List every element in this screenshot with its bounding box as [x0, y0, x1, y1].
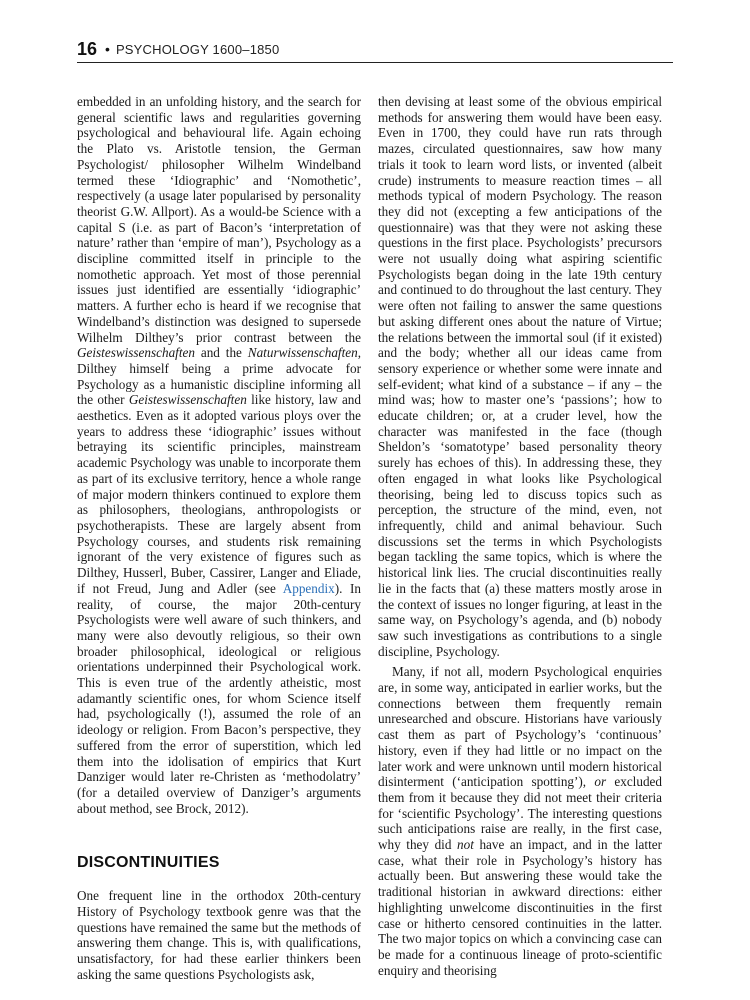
section-heading: DISCONTINUITIES	[77, 854, 220, 872]
paragraph: One frequent line in the orthodox 20th-century History of Psychology textbook genre was that the questions have remained the same but the methods of answering them change. This is, with qualifications, unsatisfactory, for had these earlier thinkers been asking the same questions Psychologists ask,	[77, 888, 361, 982]
header-bullet: •	[105, 41, 110, 57]
left-column	[77, 94, 361, 983]
running-title: PSYCHOLOGY 1600–1850	[115, 41, 280, 57]
running-header	[77, 36, 673, 63]
paragraph: Many, if not all, modern Psychological enquiries are, in some way, anticipated in earlier works, but the connections between them frequently remain unresearched and obscure. Historians have variously cast them as part of Psychology’s ‘continuous’ history, even if they had little or no impact on the later work and were unknown until modern historical disinterment (‘anticipation spotting’), or excluded them from it because they did not meet their criteria for ‘scientific Psychology’. The interesting questions such anticipations raise are really, in the first case, why they did not have an impact, and in the latter case, what their role in Psychology’s history has actually been. But answering these would take the traditional historian in awkward directions: either highlighting unwelcome discontinuities in the first case or hitherto censored continuities in the latter. The two major topics on which a convincing case can be made for a continuous lineage of proto-scientific enquiry and theorising	[378, 664, 662, 978]
paragraph: then devising at least some of the obvious empirical methods for answering them would have been easy. Even in 1700, they could have run rats through mazes, circulated questionnaires, saw how many trials it took to learn word lists, or invented (albeit crude) instruments to measure reaction times – all methods typical of modern Psychology. The reason they did not (excepting a few anticipations of the questionnaire) was that they were not asking these questions in the first place. Psychologists’ precursors were not usually doing what aspiring scientific Psychologists began doing in the late 19th century and continued to do throughout the last century. They were often not failing to answer the same questions but asking different ones about the nature of Virtue; the relations between the immortal soul (if it existed) and the body; whether all our ideas came from sensory experience or whether some were innate and self-evident; what kind of a substance – if any – the mind was; how to master one’s ‘passions’; how to educate children; or, at a cruder level, how the character was manifested in the face (though Sheldon’s ‘somatotype’ based personality theory surely has echoes of this). In addressing these, they often engaged in what looks like Psychological theorising, being led to discuss topics such as perception, the structure of the mind, even, not infrequently, child and animal behaviour. Such discussions set the terms in which Psychologists began tackling the same topics, which is where the historical link lies. The crucial discontinuities really lie in the facts that (a) these matters mostly arose in the context of issues no longer figuring, at least in the same way, on Psychology’s agenda, and (b) nobody saw such investigations as contributions to a single discipline, Psychology.	[378, 94, 662, 659]
page-number: 16	[77, 38, 98, 59]
paragraph: embedded in an unfolding history, and the search for general scientific laws and regularities governing psychological and behavioural life. Again echoing the Plato vs. Aristotle tension, the German Psychologist/ philosopher Wilhelm Windelband termed these ‘Idiographic’ and ‘Nomothetic’, respectively (a usage later popularised by personality theorist G.W. Allport). As a would-be Science with a capital S (i.e. as part of Bacon’s ‘interpretation of nature’ rather than ‘empire of man’), Psychology as a discipline committed itself in principle to the nomothetic approach. Yet most of those perennial issues just identified are essentially ‘idiographic’ matters. A further echo is heard if we recognise that Windelband’s distinction was designed to supersede Wilhelm Dilthey’s prior contrast between the Geisteswissenschaften and the Naturwissenschaften, Dilthey himself being a prime advocate for Psychology as a humanistic discipline informing all the other Geisteswissenschaften like history, law and aesthetics. Even as it adopted various ploys over the years to address these ‘idiographic’ issues without betraying its scientific principles, mainstream academic Psychology was unable to incorporate them as part of its exclusive territory, hence a whole range of major modern thinkers continued to explore them as philosophers, theologians, anthropologists or psychotherapists. These are largely absent from Psychology courses, and students risk remaining ignorant of the very existence of figures such as Dilthey, Husserl, Buber, Cassirer, Langer and Eliade, if not Freud, Jung and Adler (see Appendix). In reality, of course, the major 20th-century Psychologists were well aware of such thinkers, and many were also devoutly religious, so their own broader philosophical, ideological or religious orientations underpinned their Psychological work. This is even true of the ardently atheistic, most adamantly scientific ones, for whom Science itself had, psychologically (!), assumed the role of an ideology or religion. From Bacon’s perspective, they suffered from the error of superstition, which led them into the idolisation of empirics that Kurt Danziger would later re-Christen as ‘methodolatry’ (for a detailed overview of Danziger’s arguments about method, see Brock, 2012).	[77, 94, 361, 816]
appendix-link[interactable]: Appendix	[282, 580, 335, 596]
right-column	[378, 94, 662, 978]
